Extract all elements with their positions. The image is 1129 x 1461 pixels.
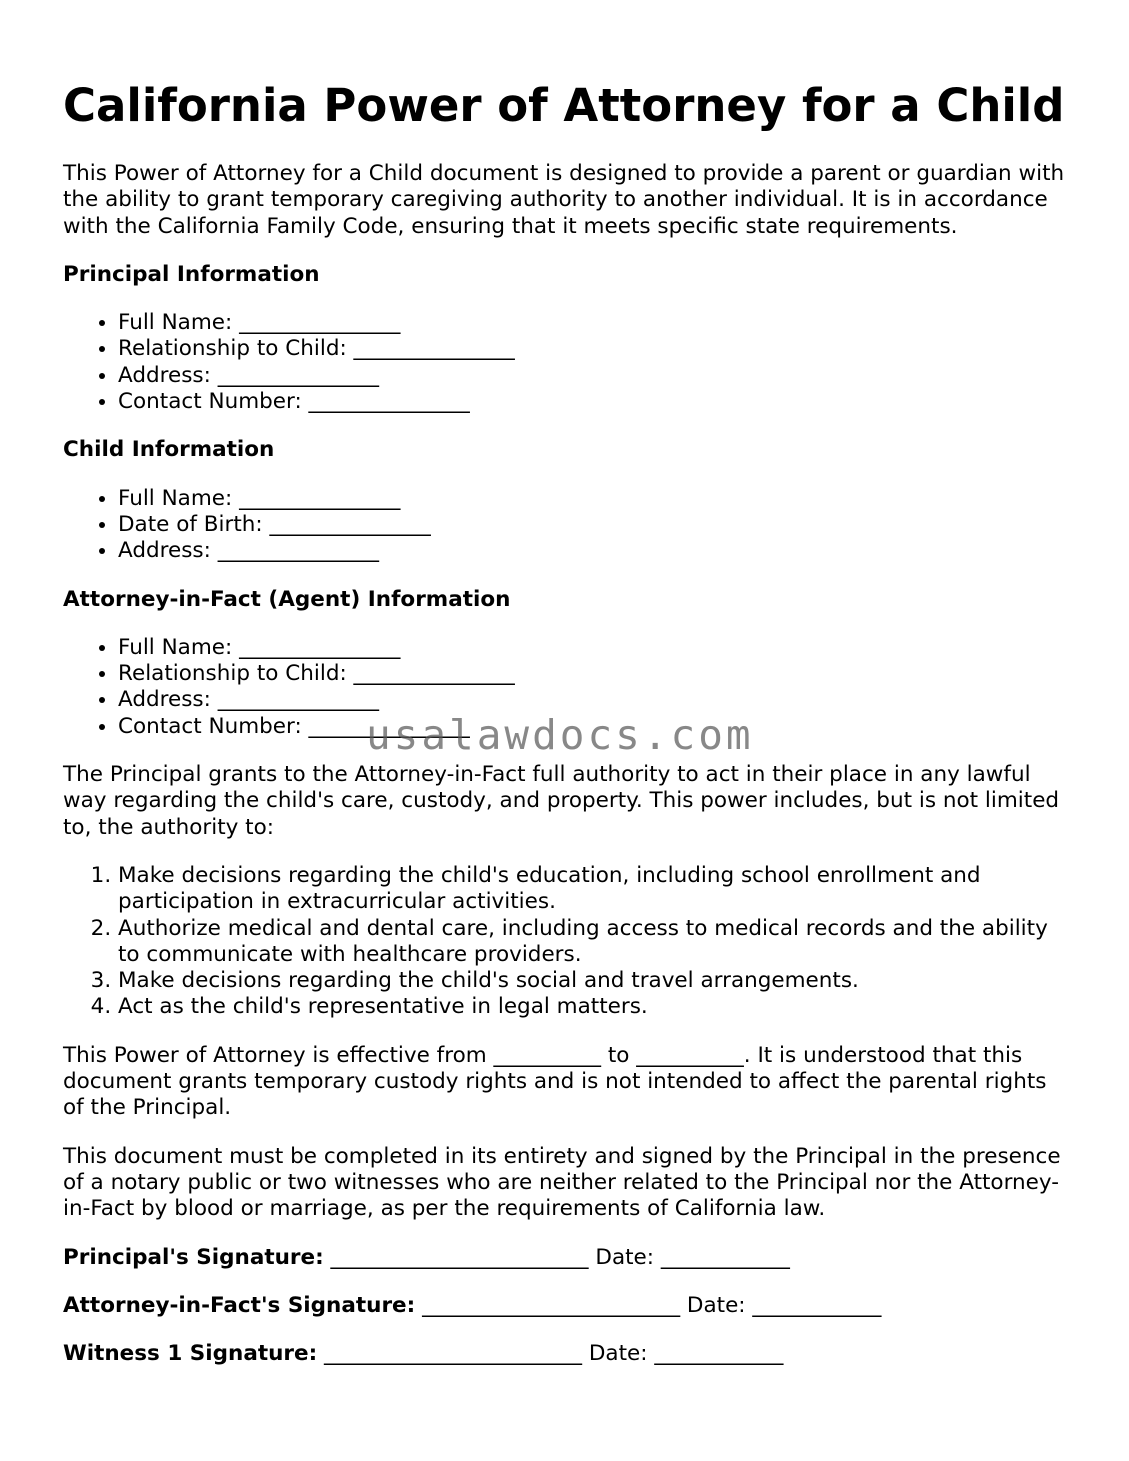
child-date-of-birth: • Date of Birth: _______________ (118, 512, 1073, 538)
principal-contact-number: • Contact Number: _______________ (118, 389, 1073, 415)
grant-paragraph: The Principal grants to the Attorney-in-Fact full authority to act in their place in any lawful way regarding the child's care, custody, and property. This power includes, but is not limited to, the authority to: (63, 762, 1060, 840)
signature-label: Principal's Signature: (63, 1244, 324, 1270)
child-full-name: • Full Name: _______________ (118, 486, 1073, 512)
document-title: California Power of Attorney for a Child (63, 79, 1065, 132)
signature-blank: ________________________ Date: ____________ (323, 1244, 790, 1270)
signature-blank: ________________________ Date: ____________ (415, 1292, 882, 1318)
document-page (63, 76, 1073, 1389)
agent-signature-line (63, 1293, 1073, 1319)
power-item: 2. Authorize medical and dental care, including access to medical records and the ability to communicate with healthcare providers. (118, 916, 1073, 969)
agent-address: • Address: _______________ (118, 687, 1073, 713)
effective-paragraph: This Power of Attorney is effective from __________ to __________. It is understood that this document grants temporary custody rights and is not intended to affect the parental rights of the Principal. (63, 1042, 1047, 1121)
agent-info-heading: Attorney-in-Fact (Agent) Information (63, 586, 511, 612)
power-item: 3. Make decisions regarding the child's social and travel arrangements. (118, 968, 1073, 994)
signature-blank: ________________________ Date: ____________ (317, 1341, 784, 1367)
agent-info-list (63, 635, 1073, 740)
child-info-heading: Child Information (63, 437, 275, 463)
principal-info-heading: Principal Information (63, 261, 320, 287)
principal-full-name: • Full Name: _______________ (118, 310, 1073, 336)
witness-signature-line (63, 1341, 1073, 1367)
watermark: usalawdocs.com (366, 711, 754, 759)
power-item: 1. Make decisions regarding the child's education, including school enrollment and participation in extracurricular activities. (118, 863, 1073, 916)
signature-label: Witness 1 Signature: (63, 1341, 318, 1367)
agent-relationship: • Relationship to Child: _______________ (118, 661, 1073, 687)
signature-label: Attorney-in-Fact's Signature: (63, 1292, 416, 1318)
principal-address: • Address: _______________ (118, 363, 1073, 389)
principal-relationship: • Relationship to Child: _______________ (118, 336, 1073, 362)
agent-contact-number: • Contact Number: _______________ (118, 714, 1073, 740)
principal-signature-line (63, 1245, 1073, 1271)
intro-paragraph: This Power of Attorney for a Child document is designed to provide a parent or guardian with the ability to grant temporary caregiving authority to another individual. It is in accordance with the California Family Code, ensuring that it meets specific state requirements. (63, 161, 1065, 239)
powers-list (63, 863, 1073, 1021)
child-address: • Address: _______________ (118, 538, 1073, 564)
principal-info-list (63, 310, 1073, 415)
child-info-list (63, 486, 1073, 565)
power-item: 4. Act as the child's representative in legal matters. (118, 994, 1073, 1020)
agent-full-name: • Full Name: _______________ (118, 635, 1073, 661)
completion-paragraph: This document must be completed in its entirety and signed by the Principal in the presence of a notary public or two witnesses who are neither related to the Principal nor the Attorney-in-Fact by blood or marriage, as per the requirements of California law. (63, 1143, 1061, 1222)
